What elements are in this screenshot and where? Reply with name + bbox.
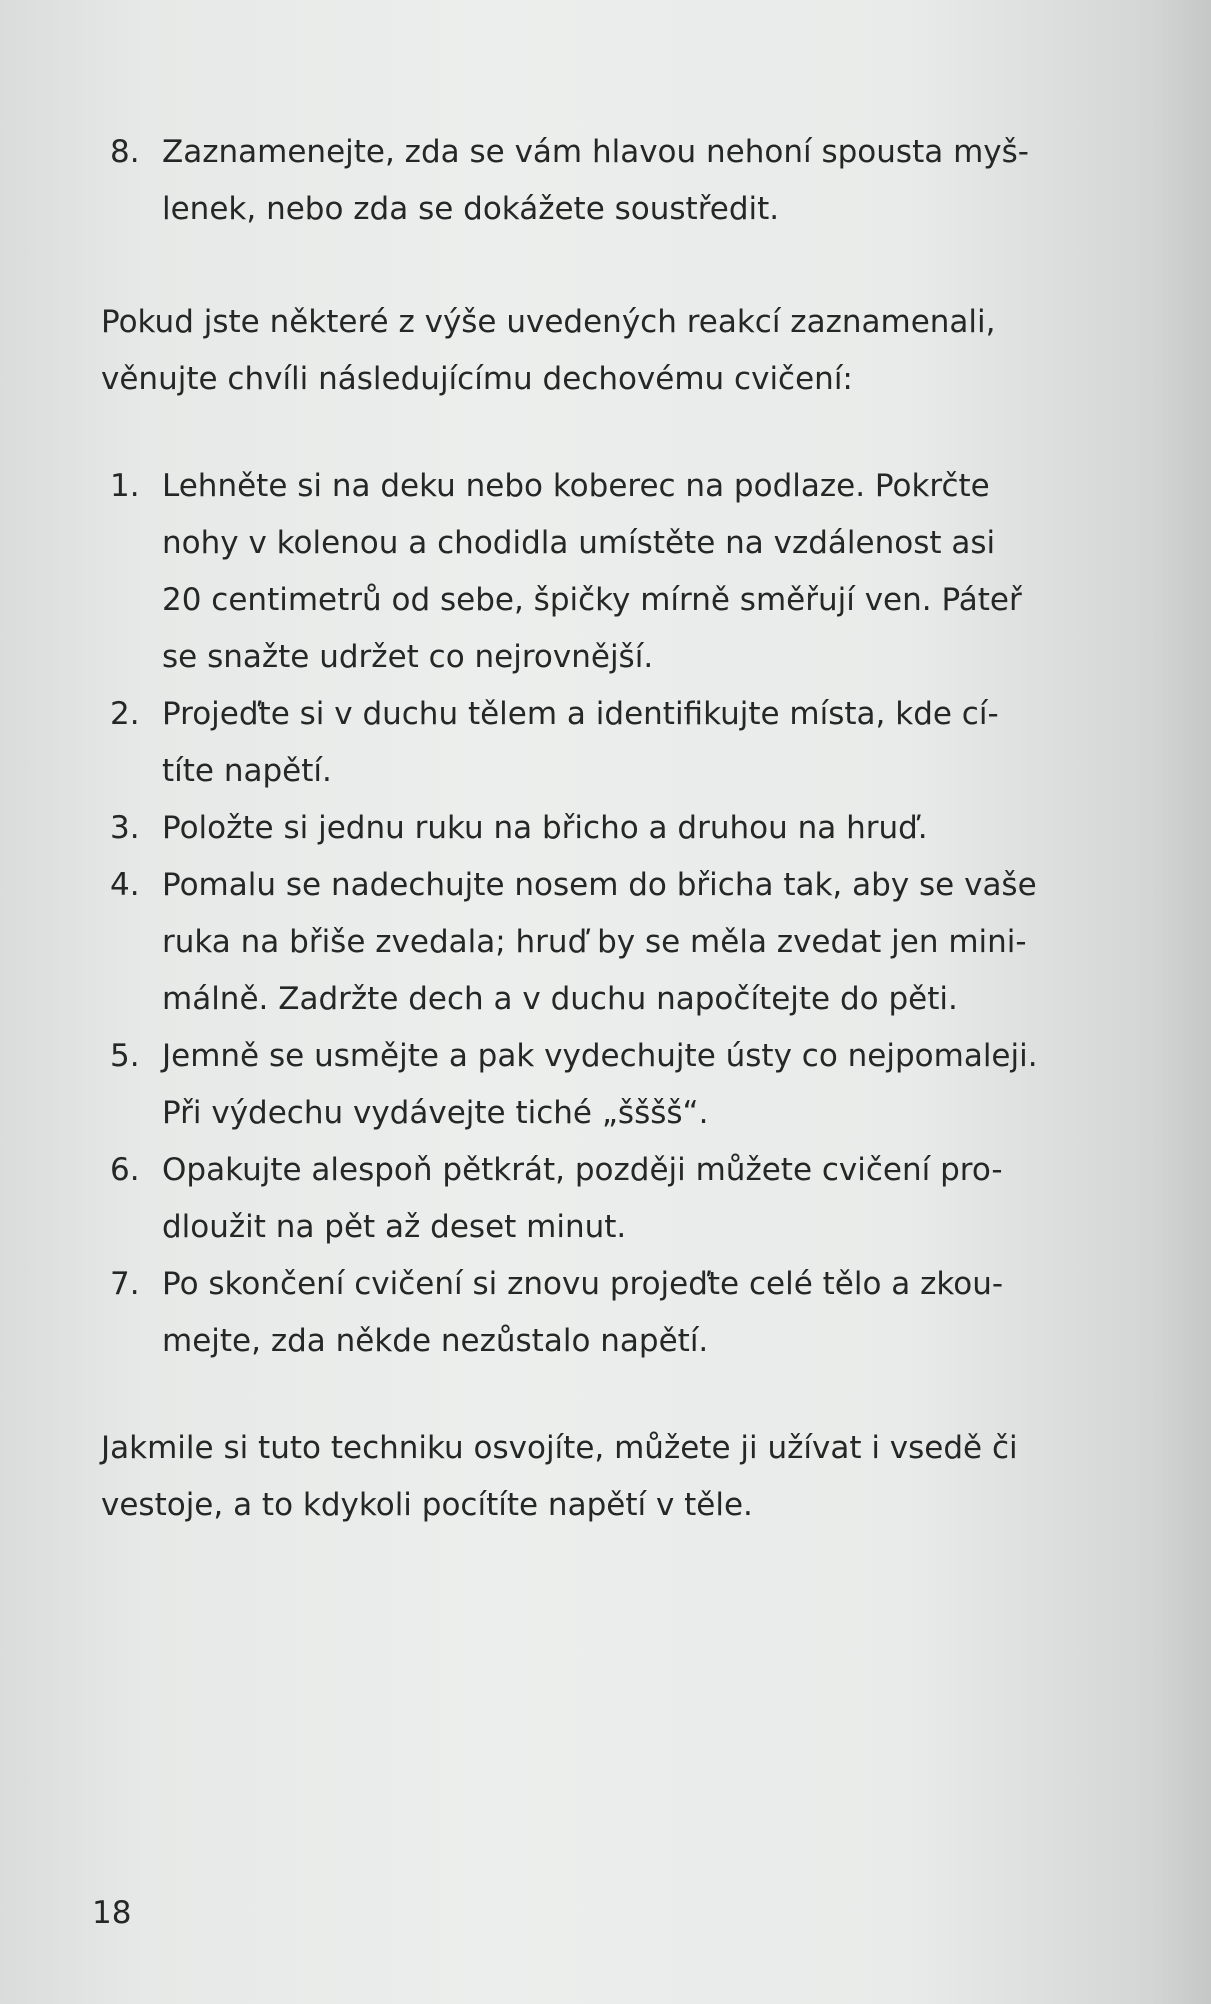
list-item-text [162, 686, 1120, 800]
list-item-text [162, 124, 1120, 238]
step-5 [110, 1028, 1120, 1142]
text-line: Po skončení cvičení si znovu projeďte celé tělo a zkou- [162, 1266, 1004, 1302]
text-line: vestoje, a to kdykoli pocítíte napětí v těle. [101, 1487, 753, 1523]
page-number: 18 [92, 1895, 132, 1931]
text-line: Zaznamenejte, zda se vám hlavou nehoní spousta myš- [162, 134, 1029, 170]
step-3 [110, 800, 1120, 857]
text-line: málně. Zadržte dech a v duchu napočítejte do pěti. [162, 981, 958, 1017]
list-item-text [162, 1256, 1120, 1370]
text-line: nohy v kolenou a chodidla umístěte na vzdálenost asi [162, 525, 996, 561]
text-line: věnujte chvíli následujícímu dechovému cvičení: [101, 361, 853, 397]
text-line: Položte si jednu ruku na břicho a druhou na hruď. [162, 810, 928, 846]
step-7 [110, 1256, 1120, 1370]
list-number: 1. [110, 468, 140, 504]
step-1 [110, 458, 1120, 686]
list-number: 4. [110, 867, 140, 903]
list-number: 7. [110, 1266, 140, 1302]
text-line: ruka na břiše zvedala; hruď by se měla zvedat jen mini- [162, 924, 1027, 960]
text-line: títe napětí. [162, 753, 332, 789]
text-line: Pomalu se nadechujte nosem do břicha tak, aby se vaše [162, 867, 1037, 903]
text-line: 20 centimetrů od sebe, špičky mírně směřují ven. Páteř [162, 582, 1022, 618]
list-number: 8. [110, 134, 140, 170]
list-item-text [162, 800, 1120, 857]
text-line: Opakujte alespoň pětkrát, později můžete cvičení pro- [162, 1152, 1003, 1188]
step-6 [110, 1142, 1120, 1256]
list-number: 3. [110, 810, 140, 846]
list-number: 2. [110, 696, 140, 732]
text-line: Při výdechu vydávejte tiché „šššš“. [162, 1095, 709, 1131]
text-line: Jakmile si tuto techniku osvojíte, můžete ji užívat i vsedě či [101, 1430, 1018, 1466]
list-item-8 [110, 124, 1120, 238]
text-line: Projeďte si v duchu tělem a identifikujte místa, kde cí- [162, 696, 999, 732]
closing-paragraph [101, 1420, 1121, 1534]
step-4 [110, 857, 1120, 1028]
text-line: Pokud jste některé z výše uvedených reakcí zaznamenali, [101, 304, 996, 340]
text-line: Jemně se usmějte a pak vydechujte ústy co nejpomaleji. [162, 1038, 1038, 1074]
list-item-text [162, 1142, 1120, 1256]
text-line: mejte, zda někde nezůstalo napětí. [162, 1323, 709, 1359]
list-item-text [162, 857, 1120, 1028]
list-number: 6. [110, 1152, 140, 1188]
list-item-text [162, 1028, 1120, 1142]
text-line: Lehněte si na deku nebo koberec na podlaze. Pokrčte [162, 468, 990, 504]
step-2 [110, 686, 1120, 800]
list-number: 5. [110, 1038, 140, 1074]
list-item-text [162, 458, 1120, 686]
text-line: dloužit na pět až deset minut. [162, 1209, 627, 1245]
intro-paragraph [101, 294, 1121, 408]
text-line: lenek, nebo zda se dokážete soustředit. [162, 191, 780, 227]
text-line: se snažte udržet co nejrovnější. [162, 639, 654, 675]
